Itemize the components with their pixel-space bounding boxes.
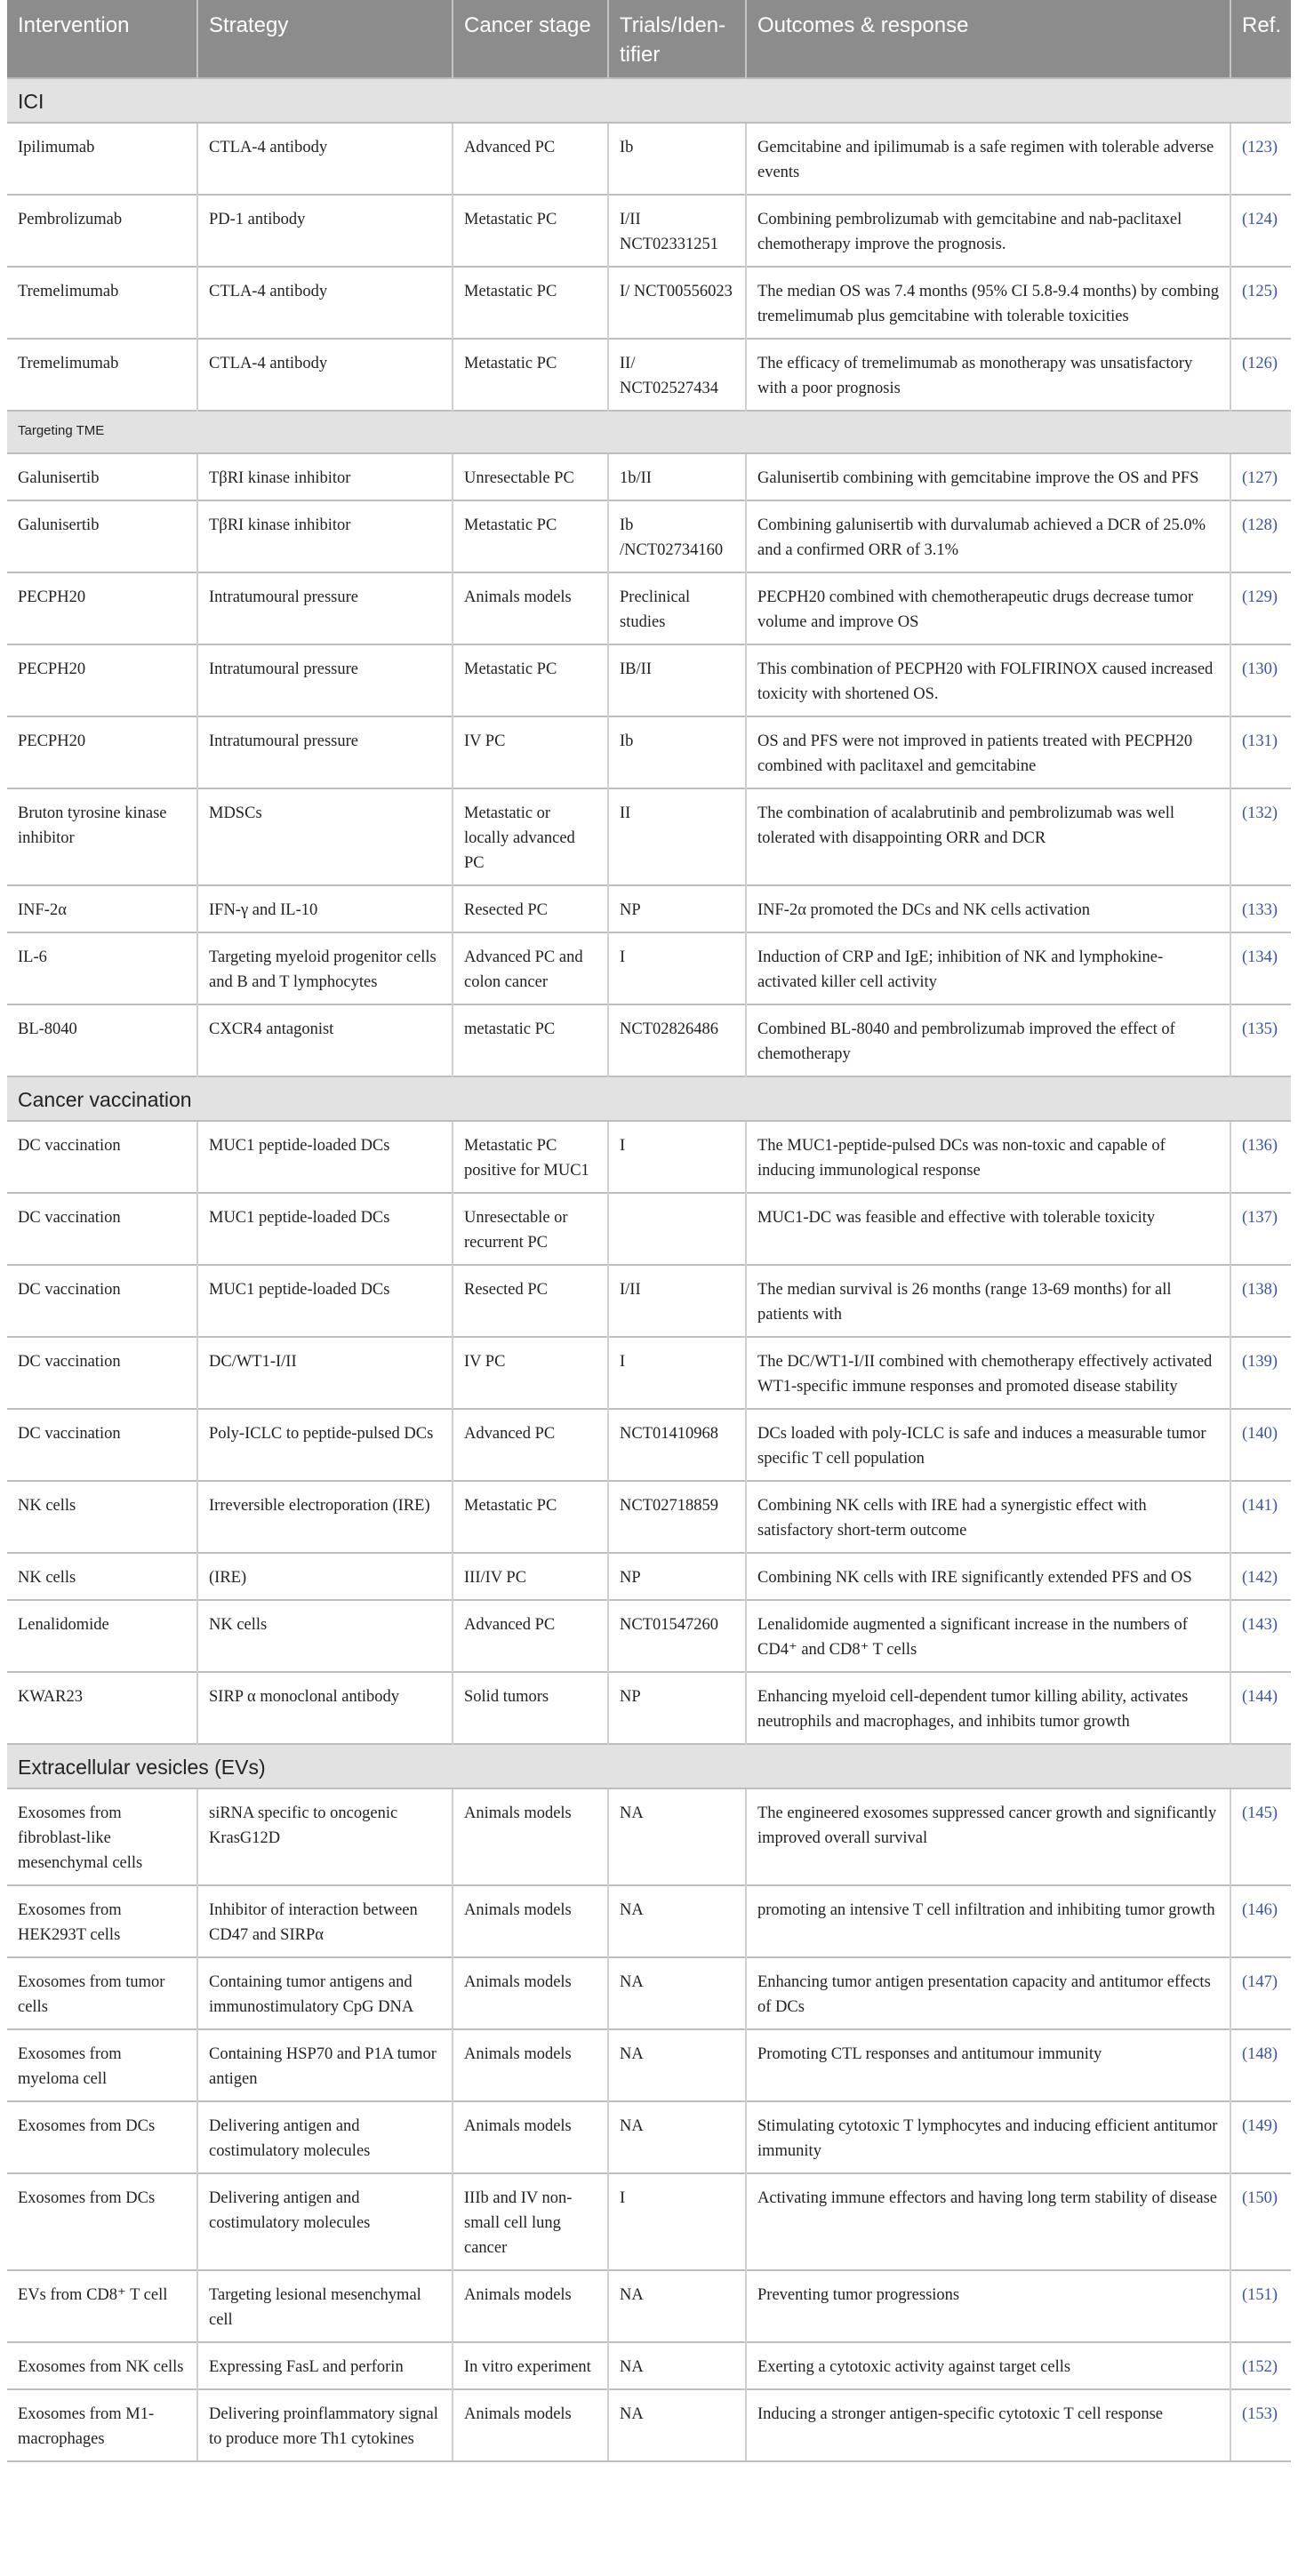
cell-trial-identifier: NP [608,885,746,932]
header-cancer-stage: Cancer stage [453,0,608,78]
cell-strategy: MUC1 peptide-loaded DCs [197,1121,453,1193]
cell-intervention: Tremelimumab [7,267,197,339]
cell-cancer-stage: Solid tumors [453,1672,608,1744]
cell-strategy: DC/WT1-I/II [197,1337,453,1409]
cell-trial-identifier: I [608,1121,746,1193]
cell-outcome: Exerting a cytotoxic activity against target cells [746,2342,1230,2389]
cell-cancer-stage: Metastatic or locally advanced PC [453,788,608,885]
cell-intervention: Exosomes from myeloma cell [7,2029,197,2101]
cell-outcome: Combining pembrolizumab with gemcitabine and nab-paclitaxel chemotherapy improve the prognosis. [746,195,1230,267]
reference-link[interactable]: (143) [1230,1600,1291,1672]
cell-strategy: CTLA-4 antibody [197,339,453,411]
section-title: Targeting TME [7,411,1291,453]
cell-trial-identifier: NP [608,1553,746,1600]
cell-outcome: Galunisertib combining with gemcitabine improve the OS and PFS [746,453,1230,500]
cell-outcome: The combination of acalabrutinib and pembrolizumab was well tolerated with disappointing ORR and DCR [746,788,1230,885]
cell-intervention: Exosomes from DCs [7,2173,197,2270]
cell-outcome: Combined BL-8040 and pembrolizumab improved the effect of chemotherapy [746,1004,1230,1076]
reference-link[interactable]: (146) [1230,1885,1291,1957]
cell-strategy: CTLA-4 antibody [197,123,453,195]
cell-trial-identifier: 1b/II [608,453,746,500]
cell-cancer-stage: Resected PC [453,885,608,932]
cell-cancer-stage: Metastatic PC positive for MUC1 [453,1121,608,1193]
cell-strategy: Delivering antigen and costimulatory molecules [197,2173,453,2270]
cell-outcome: This combination of PECPH20 with FOLFIRINOX caused increased toxicity with shortened OS. [746,644,1230,716]
reference-link[interactable]: (123) [1230,123,1291,195]
cell-outcome: The engineered exosomes suppressed cancer growth and significantly improved overall survival [746,1788,1230,1885]
cell-intervention: DC vaccination [7,1121,197,1193]
cell-outcome: Combining NK cells with IRE significantly extended PFS and OS [746,1553,1230,1600]
table-row [7,453,1291,500]
cell-cancer-stage: Metastatic PC [453,267,608,339]
cell-outcome: INF-2α promoted the DCs and NK cells activation [746,885,1230,932]
table-row [7,1481,1291,1553]
reference-link[interactable]: (153) [1230,2389,1291,2461]
cell-strategy: Inhibitor of interaction between CD47 and SIRPα [197,1885,453,1957]
cell-trial-identifier: NA [608,2270,746,2342]
reference-link[interactable]: (126) [1230,339,1291,411]
cell-trial-identifier: NCT01547260 [608,1600,746,1672]
header-outcomes-response: Outcomes & response [746,0,1230,78]
cell-strategy: MUC1 peptide-loaded DCs [197,1265,453,1337]
table-row [7,267,1291,339]
section-header-row [7,78,1291,123]
cell-strategy: (IRE) [197,1553,453,1600]
cell-strategy: Targeting lesional mesenchymal cell [197,2270,453,2342]
cell-strategy: siRNA specific to oncogenic KrasG12D [197,1788,453,1885]
cell-trial-identifier: NA [608,2389,746,2461]
cell-outcome: Enhancing tumor antigen presentation capacity and antitumor effects of DCs [746,1957,1230,2029]
cell-cancer-stage: Metastatic PC [453,500,608,572]
cell-intervention: Lenalidomide [7,1600,197,1672]
cell-cancer-stage: IV PC [453,716,608,788]
reference-link[interactable]: (134) [1230,932,1291,1004]
reference-link[interactable]: (149) [1230,2101,1291,2173]
cell-cancer-stage: Animals models [453,1885,608,1957]
cell-cancer-stage: Metastatic PC [453,195,608,267]
reference-link[interactable]: (136) [1230,1121,1291,1193]
cell-trial-identifier: I [608,1337,746,1409]
cell-strategy: Intratumoural pressure [197,716,453,788]
reference-link[interactable]: (139) [1230,1337,1291,1409]
reference-link[interactable]: (151) [1230,2270,1291,2342]
cell-outcome: The MUC1-peptide-pulsed DCs was non-toxic and capable of inducing immunological response [746,1121,1230,1193]
header-ref: Ref. [1230,0,1291,78]
cell-trial-identifier [608,1193,746,1265]
cell-strategy: TβRI kinase inhibitor [197,500,453,572]
cell-strategy: Intratumoural pressure [197,644,453,716]
reference-link[interactable]: (144) [1230,1672,1291,1744]
cell-strategy: Intratumoural pressure [197,572,453,644]
cell-strategy: Targeting myeloid progenitor cells and B and T lymphocytes [197,932,453,1004]
cell-outcome: PECPH20 combined with chemotherapeutic drugs decrease tumor volume and improve OS [746,572,1230,644]
cell-outcome: The median OS was 7.4 months (95% CI 5.8-9.4 months) by combing tremelimumab plus gemcitabine with tolerable toxicities [746,267,1230,339]
cell-trial-identifier: NCT02826486 [608,1004,746,1076]
cell-trial-identifier: I [608,932,746,1004]
cell-outcome: Stimulating cytotoxic T lymphocytes and inducing efficient antitumor immunity [746,2101,1230,2173]
cell-trial-identifier: NA [608,1957,746,2029]
reference-link[interactable]: (135) [1230,1004,1291,1076]
cell-strategy: CXCR4 antagonist [197,1004,453,1076]
cell-cancer-stage: In vitro experiment [453,2342,608,2389]
cell-strategy: NK cells [197,1600,453,1672]
reference-link[interactable]: (132) [1230,788,1291,885]
reference-link[interactable]: (150) [1230,2173,1291,2270]
reference-link[interactable]: (128) [1230,500,1291,572]
table-row [7,195,1291,267]
table-row [7,788,1291,885]
cell-intervention: DC vaccination [7,1337,197,1409]
table-row [7,123,1291,195]
cell-intervention: Bruton tyrosine kinase inhibitor [7,788,197,885]
table-row [7,885,1291,932]
cell-cancer-stage: IV PC [453,1337,608,1409]
cell-cancer-stage: Animals models [453,1957,608,2029]
cell-outcome: Gemcitabine and ipilimumab is a safe regimen with tolerable adverse events [746,123,1230,195]
interventions-table [7,0,1291,2462]
cell-intervention: Exosomes from DCs [7,2101,197,2173]
section-title: Extracellular vesicles (EVs) [7,1744,1291,1788]
cell-outcome: Lenalidomide augmented a significant increase in the numbers of CD4⁺ and CD8⁺ T cells [746,1600,1230,1672]
table-row [7,1193,1291,1265]
cell-outcome: Enhancing myeloid cell-dependent tumor killing ability, activates neutrophils and macrophages, and inhibits tumor growth [746,1672,1230,1744]
cell-trial-identifier: NA [608,2342,746,2389]
cell-strategy: TβRI kinase inhibitor [197,453,453,500]
table-row [7,1957,1291,2029]
reference-link[interactable]: (125) [1230,267,1291,339]
cell-strategy: Delivering antigen and costimulatory molecules [197,2101,453,2173]
cell-outcome: The efficacy of tremelimumab as monotherapy was unsatisfactory with a poor prognosis [746,339,1230,411]
table-row [7,2029,1291,2101]
section-title: ICI [7,78,1291,123]
cell-cancer-stage: Advanced PC [453,123,608,195]
cell-trial-identifier: NP [608,1672,746,1744]
cell-cancer-stage: Metastatic PC [453,644,608,716]
cell-cancer-stage: Animals models [453,2389,608,2461]
cell-outcome: Combining galunisertib with durvalumab achieved a DCR of 25.0% and a confirmed ORR of 3.1% [746,500,1230,572]
reference-link[interactable]: (137) [1230,1193,1291,1265]
cell-intervention: DC vaccination [7,1265,197,1337]
cell-intervention: NK cells [7,1481,197,1553]
cell-cancer-stage: Metastatic PC [453,1481,608,1553]
cell-intervention: Tremelimumab [7,339,197,411]
table-row [7,2101,1291,2173]
cell-trial-identifier: I/II NCT02331251 [608,195,746,267]
cell-trial-identifier: Ib [608,716,746,788]
reference-link[interactable]: (142) [1230,1553,1291,1600]
cell-strategy: Expressing FasL and perforin [197,2342,453,2389]
cell-strategy: Poly-ICLC to peptide-pulsed DCs [197,1409,453,1481]
table-row [7,339,1291,411]
cell-intervention: BL-8040 [7,1004,197,1076]
cell-outcome: Combining NK cells with IRE had a synergistic effect with satisfactory short-term outcome [746,1481,1230,1553]
cell-strategy: Containing HSP70 and P1A tumor antigen [197,2029,453,2101]
reference-link[interactable]: (129) [1230,572,1291,644]
cell-cancer-stage: Animals models [453,1788,608,1885]
cell-trial-identifier: I/II [608,1265,746,1337]
table-row [7,2173,1291,2270]
cell-intervention: KWAR23 [7,1672,197,1744]
table-row [7,2270,1291,2342]
table-row [7,1885,1291,1957]
cell-trial-identifier: NA [608,2029,746,2101]
table-header [7,0,1291,78]
cell-cancer-stage: Animals models [453,572,608,644]
cell-trial-identifier: NCT01410968 [608,1409,746,1481]
reference-link[interactable]: (131) [1230,716,1291,788]
section-title: Cancer vaccination [7,1076,1291,1121]
cell-intervention: PECPH20 [7,572,197,644]
reference-link[interactable]: (124) [1230,195,1291,267]
cell-cancer-stage: III/IV PC [453,1553,608,1600]
cell-intervention: Pembrolizumab [7,195,197,267]
reference-link[interactable]: (138) [1230,1265,1291,1337]
cell-intervention: NK cells [7,1553,197,1600]
reference-link[interactable]: (147) [1230,1957,1291,2029]
cell-cancer-stage: Advanced PC [453,1409,608,1481]
table-row [7,644,1291,716]
cell-outcome: Preventing tumor progressions [746,2270,1230,2342]
cell-outcome: The DC/WT1-I/II combined with chemotherapy effectively activated WT1-specific immune responses and promoted disease stability [746,1337,1230,1409]
table-row [7,1004,1291,1076]
table-row [7,1121,1291,1193]
table-row [7,716,1291,788]
table-row [7,1337,1291,1409]
cell-trial-identifier: NCT02718859 [608,1481,746,1553]
cell-strategy: SIRP α monoclonal antibody [197,1672,453,1744]
cell-cancer-stage: Metastatic PC [453,339,608,411]
cell-trial-identifier: NA [608,1788,746,1885]
cell-intervention: Exosomes from HEK293T cells [7,1885,197,1957]
reference-link[interactable]: (145) [1230,1788,1291,1885]
cell-trial-identifier: NA [608,2101,746,2173]
cell-trial-identifier: NA [608,1885,746,1957]
cell-intervention: INF-2α [7,885,197,932]
reference-link[interactable]: (130) [1230,644,1291,716]
cell-intervention: DC vaccination [7,1193,197,1265]
cell-outcome: Activating immune effectors and having long term stability of disease [746,2173,1230,2270]
cell-intervention: DC vaccination [7,1409,197,1481]
cell-strategy: PD-1 antibody [197,195,453,267]
table-row [7,932,1291,1004]
section-header-row [7,1744,1291,1788]
cell-strategy: Delivering proinflammatory signal to produce more Th1 cytokines [197,2389,453,2461]
cell-outcome: Inducing a stronger antigen-specific cytotoxic T cell response [746,2389,1230,2461]
cell-strategy: Irreversible electroporation (IRE) [197,1481,453,1553]
table-row [7,572,1291,644]
table-row [7,2342,1291,2389]
cell-outcome: The median survival is 26 months (range 13-69 months) for all patients with [746,1265,1230,1337]
cell-outcome: OS and PFS were not improved in patients treated with PECPH20 combined with paclitaxel and gemcitabine [746,716,1230,788]
cell-strategy: MUC1 peptide-loaded DCs [197,1193,453,1265]
reference-link[interactable]: (127) [1230,453,1291,500]
reference-link[interactable]: (152) [1230,2342,1291,2389]
cell-intervention: IL-6 [7,932,197,1004]
cell-trial-identifier: I/ NCT00556023 [608,267,746,339]
cell-strategy: CTLA-4 antibody [197,267,453,339]
table-row [7,1788,1291,1885]
table-row [7,1600,1291,1672]
cell-cancer-stage: Unresectable PC [453,453,608,500]
table-row [7,1672,1291,1744]
cell-outcome: Induction of CRP and IgE; inhibition of NK and lymphokine-activated killer cell activity [746,932,1230,1004]
table-row [7,1265,1291,1337]
cell-outcome: Promoting CTL responses and antitumour immunity [746,2029,1230,2101]
table-row [7,1409,1291,1481]
cell-trial-identifier: II/ NCT02527434 [608,339,746,411]
cell-cancer-stage: Advanced PC and colon cancer [453,932,608,1004]
reference-link[interactable]: (141) [1230,1481,1291,1553]
cell-intervention: Galunisertib [7,453,197,500]
table-row [7,1553,1291,1600]
cell-cancer-stage: Animals models [453,2270,608,2342]
cell-trial-identifier: Preclinical studies [608,572,746,644]
reference-link[interactable]: (148) [1230,2029,1291,2101]
cell-cancer-stage: Animals models [453,2101,608,2173]
cell-cancer-stage: Unresectable or recurrent PC [453,1193,608,1265]
cell-intervention: Galunisertib [7,500,197,572]
cell-outcome: promoting an intensive T cell infiltration and inhibiting tumor growth [746,1885,1230,1957]
cell-cancer-stage: Animals models [453,2029,608,2101]
header-strategy: Strategy [197,0,453,78]
cell-intervention: EVs from CD8⁺ T cell [7,2270,197,2342]
reference-link[interactable]: (133) [1230,885,1291,932]
table-row [7,500,1291,572]
header-trials-identifier: Trials/Iden-tifier [608,0,746,78]
cell-intervention: Exosomes from NK cells [7,2342,197,2389]
cell-intervention: Ipilimumab [7,123,197,195]
reference-link[interactable]: (140) [1230,1409,1291,1481]
cell-trial-identifier: II [608,788,746,885]
cell-outcome: MUC1-DC was feasible and effective with tolerable toxicity [746,1193,1230,1265]
cell-outcome: DCs loaded with poly-ICLC is safe and induces a measurable tumor specific T cell population [746,1409,1230,1481]
cell-strategy: Containing tumor antigens and immunostimulatory CpG DNA [197,1957,453,2029]
cell-trial-identifier: Ib /NCT02734160 [608,500,746,572]
cell-trial-identifier: I [608,2173,746,2270]
header-row [7,0,1291,78]
cell-intervention: PECPH20 [7,716,197,788]
section-header-row [7,1076,1291,1121]
cell-strategy: IFN-γ and IL-10 [197,885,453,932]
cell-intervention: Exosomes from tumor cells [7,1957,197,2029]
cell-trial-identifier: Ib [608,123,746,195]
cell-intervention: Exosomes from M1-macrophages [7,2389,197,2461]
cell-cancer-stage: metastatic PC [453,1004,608,1076]
cell-intervention: Exosomes from fibroblast-like mesenchymal cells [7,1788,197,1885]
cell-trial-identifier: IB/II [608,644,746,716]
header-intervention: Intervention [7,0,197,78]
cell-cancer-stage: IIIb and IV non-small cell lung cancer [453,2173,608,2270]
cell-intervention: PECPH20 [7,644,197,716]
table-row [7,2389,1291,2461]
cell-cancer-stage: Resected PC [453,1265,608,1337]
section-header-row [7,411,1291,453]
cell-cancer-stage: Advanced PC [453,1600,608,1672]
table-body [7,78,1291,2461]
cell-strategy: MDSCs [197,788,453,885]
